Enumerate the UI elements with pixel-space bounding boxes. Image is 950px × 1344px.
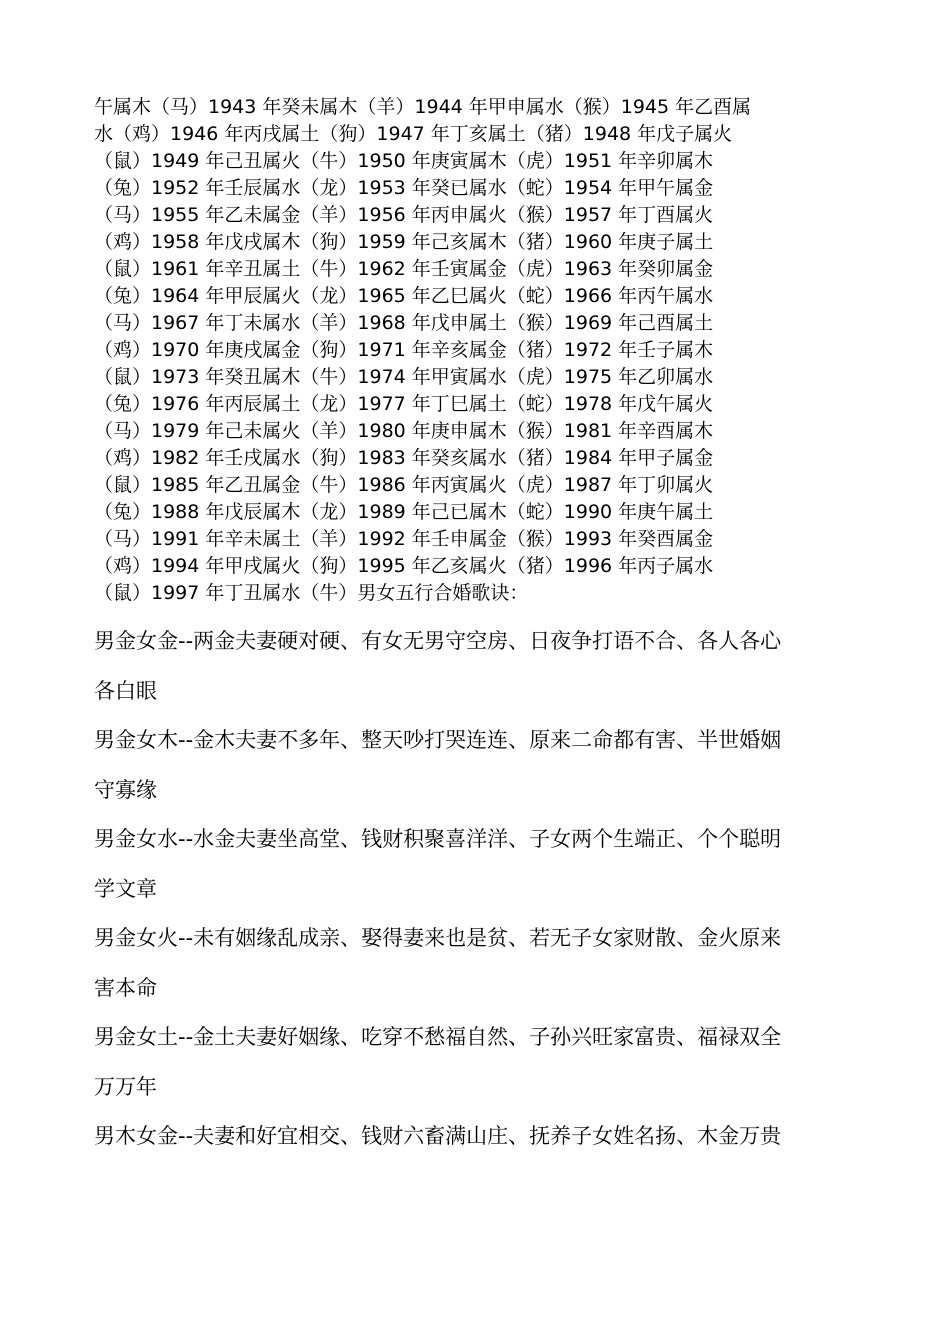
verse-line: 男木女金--夫妻和好宜相交、钱财六畜满山庄、抚养子女姓名扬、木金万贵 (94, 1124, 782, 1148)
text-line: （马）1979 年己未属火（羊）1980 年庚申属木（猴）1981 年辛酉属木 (94, 420, 714, 442)
text-line: （鼠）1973 年癸丑属木（牛）1974 年甲寅属水（虎）1975 年乙卯属水 (94, 366, 714, 388)
text-line: （兔）1964 年甲辰属火（龙）1965 年乙巳属火（蛇）1966 年丙午属水 (94, 285, 714, 307)
text-line: （鼠）1949 年己丑属火（牛）1950 年庚寅属木（虎）1951 年辛卯属木 (94, 150, 714, 172)
verse-line: 害本命 (94, 975, 157, 1000)
verse-line: 男金女火--未有姻缘乱成亲、娶得妻来也是贫、若无子女家财散、金火原来 (94, 926, 782, 950)
verse-line: 守寡缘 (94, 777, 157, 802)
text-line: （鼠）1985 年乙丑属金（牛）1986 年丙寅属火（虎）1987 年丁卯属火 (94, 474, 714, 496)
text-line: （兔）1952 年壬辰属水（龙）1953 年癸已属水（蛇）1954 年甲午属金 (94, 177, 714, 199)
text-line: 午属木（马）1943 年癸未属木（羊）1944 年甲申属水（猴）1945 年乙酉属 (94, 96, 752, 118)
text-line: （马）1955 年乙未属金（羊）1956 年丙申属火（猴）1957 年丁酉属火 (94, 204, 714, 226)
text-line: （鼠）1961 年辛丑属土（牛）1962 年壬寅属金（虎）1963 年癸卯属金 (94, 258, 714, 280)
text-line: （鸡）1994 年甲戌属火（狗）1995 年乙亥属火（猪）1996 年丙子属水 (94, 555, 714, 577)
verse-line: 男金女土--金土夫妻好姻缘、吃穿不愁福自然、子孙兴旺家富贵、福禄双全 (94, 1025, 782, 1049)
text-line: （鸡）1958 年戊戌属木（狗）1959 年己亥属木（猪）1960 年庚子属土 (94, 231, 714, 253)
verse-line: 学文章 (94, 876, 157, 901)
verse-line: 男金女金--两金夫妻硬对硬、有女无男守空房、日夜争打语不合、各人各心 (94, 629, 782, 653)
text-line: （马）1991 年辛未属土（羊）1992 年壬申属金（猴）1993 年癸酉属金 (94, 528, 714, 550)
text-line: （鸡）1982 年壬戌属水（狗）1983 年癸亥属水（猪）1984 年甲子属金 (94, 447, 714, 469)
text-line: （鼠）1997 年丁丑属水（牛）男女五行合婚歌诀： (94, 582, 529, 604)
text-line: （兔）1988 年戊辰属木（龙）1989 年己已属木（蛇）1990 年庚午属土 (94, 501, 714, 523)
text-line: （鸡）1970 年庚戌属金（狗）1971 年辛亥属金（猪）1972 年壬子属木 (94, 339, 714, 361)
verse-line: 各白眼 (94, 678, 157, 703)
text-line: （兔）1976 年丙辰属土（龙）1977 年丁巳属土（蛇）1978 年戊午属火 (94, 393, 714, 415)
marriage-verse-section (94, 617, 834, 1162)
verse-line: 男金女水--水金夫妻坐高堂、钱财积聚喜洋洋、子女两个生端正、个个聪明 (94, 827, 782, 851)
zodiac-year-list (94, 94, 834, 607)
text-line: （马）1967 年丁未属水（羊）1968 年戊申属土（猴）1969 年己酉属土 (94, 312, 714, 334)
verse-line: 男金女木--金木夫妻不多年、整天吵打哭连连、原来二命都有害、半世婚姻 (94, 728, 782, 752)
text-line: 水（鸡）1946 年丙戌属土（狗）1947 年丁亥属土（猪）1948 年戊子属火 (94, 123, 733, 145)
verse-line: 万万年 (94, 1074, 157, 1099)
